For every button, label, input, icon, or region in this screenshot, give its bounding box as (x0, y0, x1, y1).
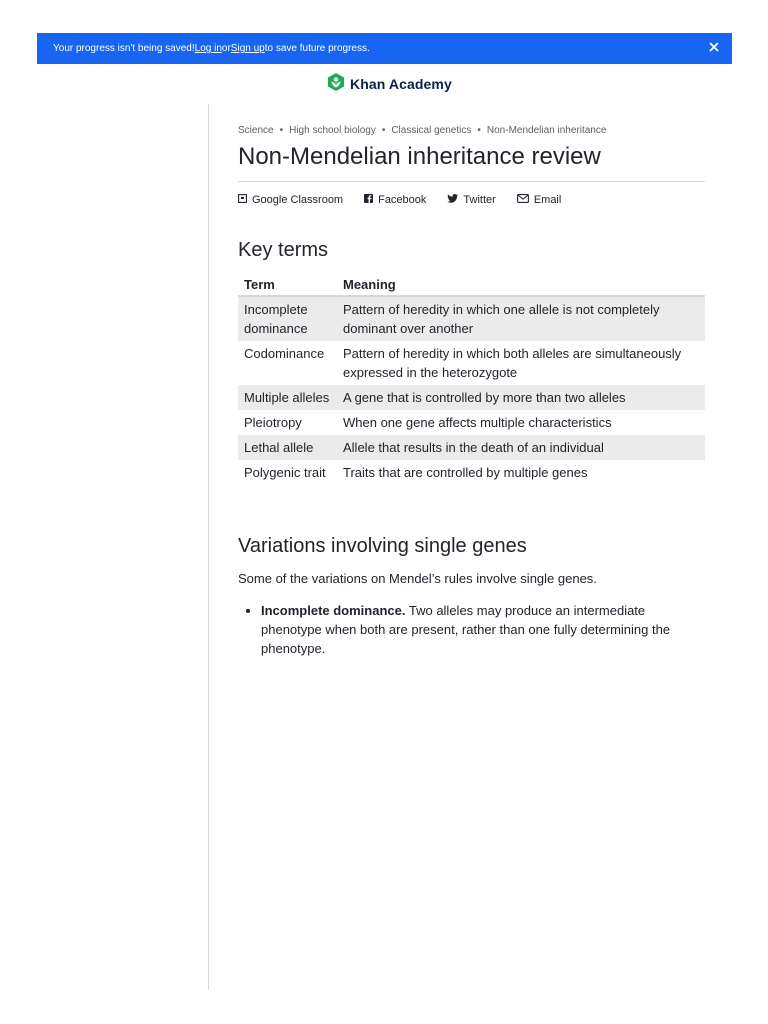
share-bar (238, 192, 705, 208)
list-item (261, 601, 705, 658)
banner-text-before: Your progress isn't being saved! (53, 43, 195, 54)
table-row (238, 410, 705, 435)
breadcrumb-separator: • (477, 124, 481, 136)
column-header-meaning: Meaning (337, 272, 705, 296)
envelope-icon (517, 194, 534, 206)
table-header-row (238, 272, 705, 296)
key-terms-table (238, 272, 705, 485)
article (238, 122, 705, 658)
breadcrumb-separator: • (381, 124, 386, 136)
breadcrumb (238, 122, 705, 138)
sidebar-divider (208, 104, 209, 990)
google-classroom-icon (238, 194, 252, 206)
table-row (238, 296, 705, 341)
bullet-term: Incomplete dominance. (261, 603, 406, 618)
breadcrumb-separator: • (279, 124, 284, 136)
email-label: Email (533, 194, 562, 206)
table-row (238, 460, 705, 485)
banner-text-after: to save future progress. (264, 43, 370, 54)
login-link[interactable]: Log in (194, 43, 222, 54)
progress-banner (37, 33, 732, 64)
term-cell: Codominance (244, 346, 325, 361)
hexagon-logo-icon (326, 72, 346, 97)
google-classroom-label: Google Classroom (252, 194, 344, 206)
signup-link[interactable]: Sign up (230, 43, 265, 54)
variations-list (238, 601, 705, 658)
table-row (238, 385, 705, 410)
share-google-classroom-button[interactable] (238, 194, 343, 206)
facebook-label: Facebook (378, 194, 427, 206)
title-divider (238, 181, 705, 182)
breadcrumb-classical-genetics[interactable]: Classical genetics (391, 124, 472, 136)
meaning-cell: Pattern of heredity in which both alleles are simultaneously expressed in the heterozygote (343, 346, 682, 380)
banner-text-or: or (221, 43, 231, 54)
meaning-cell: When one gene affects multiple characteristics (343, 415, 612, 430)
twitter-icon (447, 194, 463, 206)
logo-wordmark: Khan Academy (350, 76, 452, 92)
share-twitter-button[interactable] (447, 194, 495, 206)
key-terms-heading: Key terms (238, 239, 329, 261)
facebook-icon (364, 194, 378, 206)
variations-heading: Variations involving single genes (238, 535, 527, 557)
term-cell: Multiple alleles (238, 385, 337, 410)
close-icon[interactable] (708, 41, 720, 53)
column-header-term: Term (238, 272, 337, 296)
term-cell: Polygenic trait (244, 465, 326, 480)
term-cell: Incomplete dominance (238, 296, 337, 341)
term-cell: Pleiotropy (244, 415, 302, 430)
breadcrumb-high-school-biology[interactable]: High school biology (289, 124, 376, 136)
share-facebook-button[interactable] (364, 194, 426, 206)
meaning-cell: Pattern of heredity in which one allele is not completely dominant over another (337, 296, 705, 341)
breadcrumb-non-mendelian-inheritance[interactable]: Non-Mendelian inheritance (486, 124, 607, 136)
meaning-cell: Traits that are controlled by multiple genes (343, 465, 588, 480)
bullet-text: Two alleles may produce an intermediate phenotype when both are present, rather than one fully determining the phenotype. (261, 603, 671, 656)
page-title: Non-Mendelian inheritance review (238, 143, 601, 170)
share-email-button[interactable] (517, 194, 562, 206)
table-row (238, 435, 705, 460)
table-row (238, 341, 705, 385)
breadcrumb-science[interactable]: Science (238, 124, 274, 136)
variations-intro: Some of the variations on Mendel’s rules involve single genes. (238, 571, 597, 586)
meaning-cell: A gene that is controlled by more than two alleles (337, 385, 705, 410)
twitter-label: Twitter (463, 194, 496, 206)
khan-academy-logo[interactable] (326, 74, 452, 94)
term-cell: Lethal allele (238, 435, 337, 460)
meaning-cell: Allele that results in the death of an individual (337, 435, 705, 460)
